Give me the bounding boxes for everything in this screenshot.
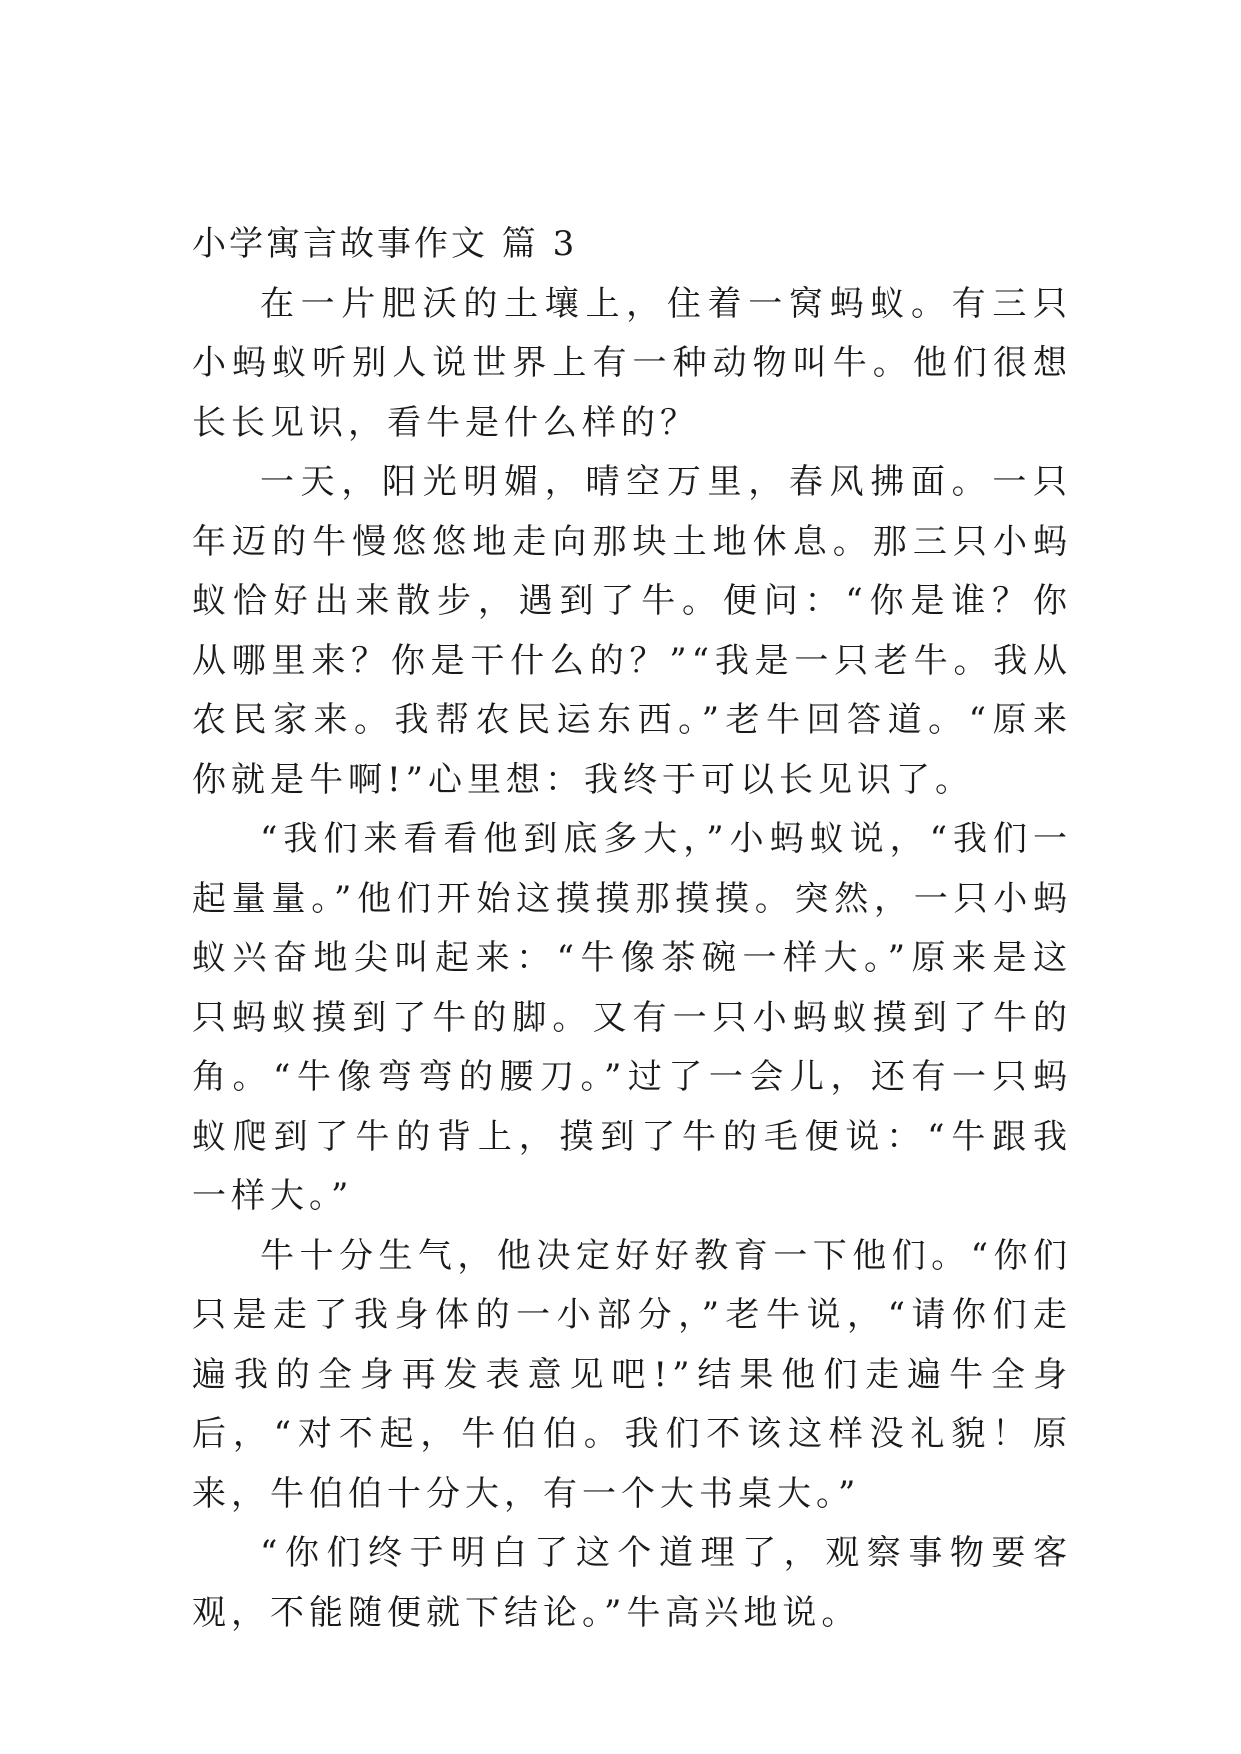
paragraph-1: 在一片肥沃的土壤上，住着一窝蚂蚁。有三只小蚂蚁听别人说世界上有一种动物叫牛。他们很想长长见识，看牛是什么样的？ [192,283,1072,443]
paragraph-3: “我们来看看他到底多大，”小蚂蚁说，“我们一起量量。”他们开始这摸摸那摸摸。突然，一只小蚂蚁兴奋地尖叫起来：“牛像茶碗一样大。”原来是这只蚂蚁摸到了牛的脚。又有一只小蚂蚁摸到了牛的角。“牛像弯弯的腰刀。”过了一会儿，还有一只蚂蚁爬到了牛的背上，摸到了牛的毛便说：“牛跟我一样大。” [192,819,1072,1216]
paragraph-2: 一天，阳光明媚，晴空万里，春风拂面。一只年迈的牛慢悠悠地走向那块土地休息。那三只小蚂蚁恰好出来散步，遇到了牛。便问：“你是谁？你从哪里来？你是干什么的？”“我是一只老牛。我从农民家来。我帮农民运东西。”老牛回答道。“原来你就是牛啊!”心里想：我终于可以长见识了。 [192,462,1072,800]
paragraph-4: 牛十分生气，他决定好好教育一下他们。“你们只是走了我身体的一小部分，”老牛说，“请你们走遍我的全身再发表意见吧!”结果他们走遍牛全身后，“对不起，牛伯伯。我们不该这样没礼貌！原来，牛伯伯十分大，有一个大书桌大。” [192,1235,1072,1514]
document-body [192,215,1072,1643]
document-title: 小学寓言故事作文 篇 3 [192,224,578,264]
paragraph-5: “你们终于明白了这个道理了，观察事物要客观，不能随便就下结论。”牛高兴地说。 [192,1533,1072,1633]
